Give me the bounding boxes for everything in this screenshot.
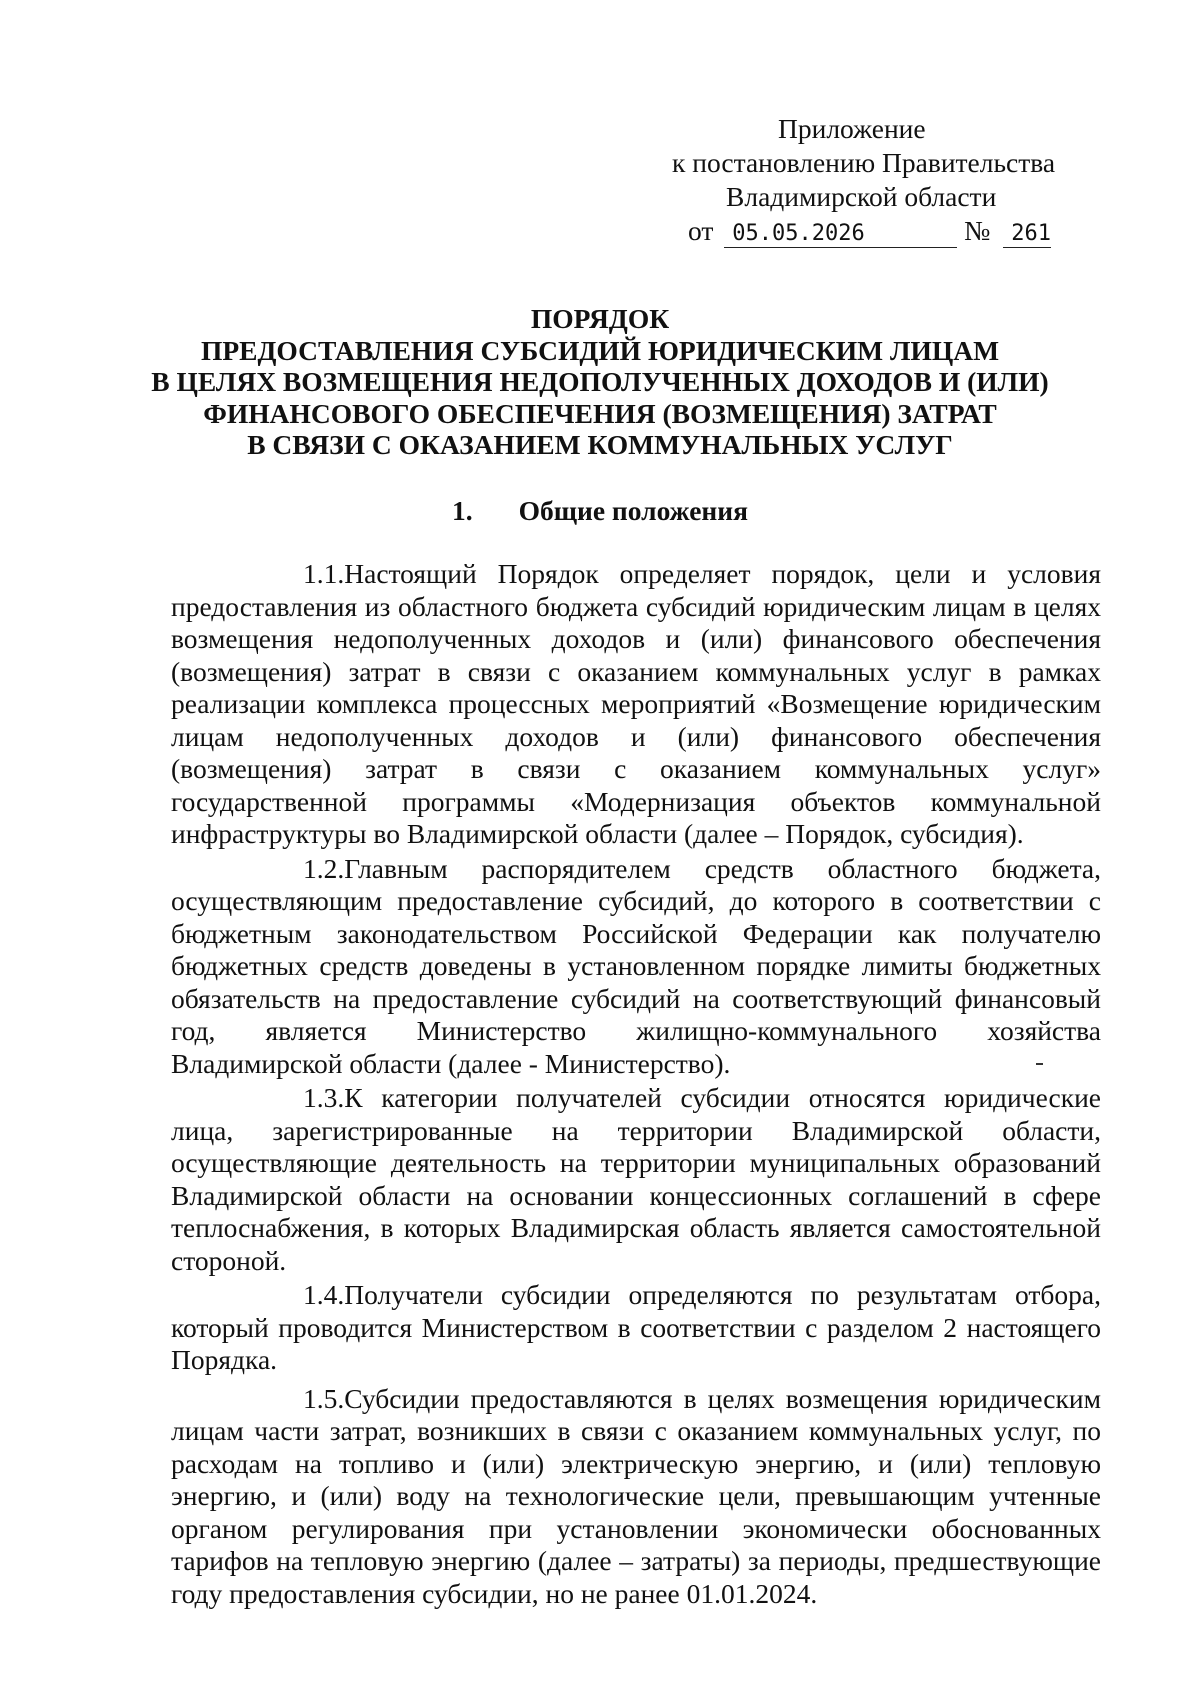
appendix-region: Владимирской области	[726, 181, 997, 212]
paragraph-text: Главным распорядителем средств областного бюджета, осуществляющим предоставление субсидий, до которого в соответствии с бюджетным законодательством Российской Федерации как получателю бюджетных средств доведены в установленном порядке лимиты бюджетных обязательств на предоставление субсидий на соответствующий финансовый год, является Министерство жилищно-коммунального хозяйства Владимирской области (далее - Министерство).	[171, 852, 1101, 1079]
number-prefix: №	[964, 215, 991, 246]
paragraph-text: Настоящий Порядок определяет порядок, цели и условия предоставления из областного бюджета субсидий юридическим лицам в целях возмещения недополученных доходов и (или) финансового обеспечения (возмещения) затрат в связи с оказанием коммунальных услуг в рамках реализации комплекса процессных мероприятий «Возмещение юридическим лицам недополученных доходов и (или) финансового обеспечения (возмещения) затрат в связи с оказанием коммунальных услуг» государственной программы «Модернизация объектов коммунальной инфраструктуры во Владимирской области (далее – Порядок, субсидия).	[171, 558, 1101, 849]
appendix-date-line	[620, 214, 1080, 248]
paragraph-number: 1.4.	[303, 1279, 345, 1310]
appendix-title: Приложение	[778, 113, 926, 144]
paragraph	[171, 1279, 1101, 1377]
paragraph-text: Получатели субсидии определяются по результатам отбора, который проводится Министерством в соответствии с разделом 2 настоящего Порядка.	[171, 1279, 1101, 1375]
decree-date: 05.05.2026	[724, 221, 957, 248]
paragraph	[171, 558, 1101, 851]
title-line: ПРЕДОСТАВЛЕНИЯ СУБСИДИЙ ЮРИДИЧЕСКИМ ЛИЦАМ	[200, 334, 1000, 366]
decree-number: 261	[1003, 221, 1051, 248]
document-body	[171, 558, 1101, 1610]
section-title: Общие положения	[518, 495, 748, 526]
paragraph	[171, 853, 1101, 1081]
appendix-header	[620, 112, 1080, 248]
title-line: В СВЯЗИ С ОКАЗАНИЕМ КОММУНАЛЬНЫХ УСЛУГ	[247, 429, 953, 460]
paragraph-number: 1.3.	[303, 1082, 345, 1113]
paragraph-text: К категории получателей субсидии относятся юридические лица, зарегистрированные на территории Владимирской области, осуществляющие деятельность на территории муниципальных образований Владимирской области на основании концессионных соглашений в сфере теплоснабжения, в которых Владимирская область является самостоятельной стороной.	[171, 1082, 1101, 1276]
document-title	[100, 303, 1100, 461]
paragraph	[171, 1082, 1101, 1277]
section-heading	[100, 494, 1100, 528]
paragraph-number: 1.2.	[303, 852, 345, 884]
appendix-reference: к постановлению Правительства	[672, 147, 1056, 178]
title-line: ФИНАНСОВОГО ОБЕСПЕЧЕНИЯ (ВОЗМЕЩЕНИЯ) ЗАТРАТ	[203, 397, 997, 429]
scan-artifact	[1036, 1063, 1043, 1065]
title-line: ПОРЯДОК	[530, 303, 670, 334]
paragraph	[171, 1383, 1101, 1611]
paragraph-text: Субсидии предоставляются в целях возмещения юридическим лицам части затрат, возникших в связи с оказанием коммунальных услуг, по расходам на топливо и (или) электрическую энергию, и (или) тепловую энергию, и (или) воду на технологические цели, превышающим учтенные органом регулирования при установлении экономически обоснованных тарифов на тепловую энергию (далее – затраты) за периоды, предшествующие году предоставления субсидии, но не ранее 01.01.2024.	[171, 1382, 1101, 1609]
section-number: 1.	[452, 495, 473, 526]
date-prefix: от	[688, 215, 714, 246]
title-line: В ЦЕЛЯХ ВОЗМЕЩЕНИЯ НЕДОПОЛУЧЕННЫХ ДОХОДОВ И (ИЛИ)	[151, 366, 1049, 397]
paragraph-number: 1.5.	[303, 1382, 345, 1414]
paragraph-number: 1.1.	[303, 558, 345, 589]
